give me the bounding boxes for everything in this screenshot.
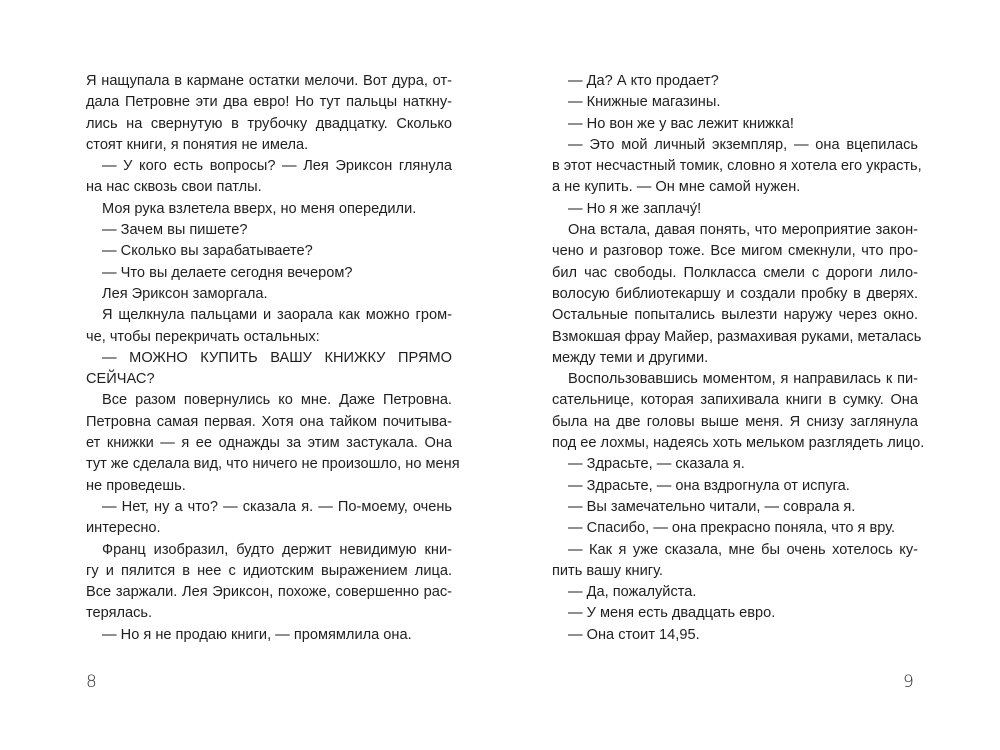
text-line: — Но я не продаю книги, — промямлила она. — [102, 626, 412, 643]
text-line: Моя рука взлетела вверх, но меня опередили. — [102, 200, 417, 217]
text-line: Она встала, давая понять, что мероприятие закон- — [568, 222, 918, 239]
text-line: под ее лохмы, надеясь хоть мельком разглядеть лицо. — [552, 435, 925, 452]
text-line: а не купить. — Он мне самой нужен. — [552, 179, 801, 196]
text-line: Я нащупала в кармане остатки мелочи. Вот дура, от- — [86, 73, 452, 89]
text-line: пить вашу книгу. — [552, 562, 663, 579]
page-number-left: 8 — [86, 672, 97, 692]
text-line: сательнице, которая запихивала книги в сумку. Она — [552, 392, 918, 409]
text-line: — Да? А кто продает? — [568, 73, 719, 89]
text-line: — Здрасьте, — сказала я. — [568, 456, 745, 473]
text-line: СЕЙЧАС? — [86, 371, 155, 388]
text-line: — Нет, ну а что? — сказала я. — По-моему, очень — [102, 498, 452, 515]
text-line: — Зачем вы пишете? — [102, 222, 248, 239]
text-line: Петровна самая первая. Хотя она тайком почитыва- — [86, 413, 452, 430]
text-line: Взмокшая фрау Майер, размахивая руками, металась — [552, 328, 922, 345]
text-line: — Это мой личный экземпляр, — она вцепилась — [568, 136, 918, 153]
text-line: — Но вон же у вас лежит книжка! — [568, 115, 794, 132]
right-page-text — [552, 71, 925, 646]
text-line: Все разом повернулись ко мне. Даже Петровна. — [102, 392, 452, 409]
text-line: ет книжки — я ее однажды за этим застукала. Она — [86, 435, 452, 452]
text-line: лись на свернутую в трубочку двадцатку. Сколько — [86, 115, 452, 132]
text-line: — Сколько вы зарабатываете? — [102, 243, 313, 260]
text-line: Лея Эриксон заморгала. — [102, 285, 268, 302]
text-line: — У кого есть вопросы? — Лея Эриксон глянула — [102, 158, 452, 175]
text-line: стоят книги, я понятия не имела. — [86, 136, 309, 153]
text-line: Франц изобразил, будто держит невидимую кни- — [102, 541, 452, 558]
text-line: — Что вы делаете сегодня вечером? — [102, 264, 353, 281]
text-line: дала Петровне эти два евро! Но тут пальцы наткну- — [86, 94, 452, 111]
text-line: не проведешь. — [86, 477, 186, 494]
text-line: — У меня есть двадцать евро. — [568, 605, 776, 622]
text-line: бил час свободы. Полкласса смели с дороги лило- — [552, 264, 918, 281]
text-line: чено и разговор тоже. Все мигом смекнули, что про- — [552, 243, 918, 260]
text-line: была на две головы выше меня. Я снизу заглянула — [552, 413, 918, 430]
right-page — [500, 0, 1000, 750]
text-line: — Но я же заплачу́! — [568, 200, 702, 217]
text-line: Я щелкнула пальцами и заорала как можно гром- — [102, 307, 452, 324]
text-line: — Спасибо, — она прекрасно поняла, что я вру. — [568, 520, 896, 537]
text-line: в этот несчастный томик, словно я хотела его украсть, — [552, 158, 922, 175]
text-line: Воспользовавшись моментом, я направилась к пи- — [568, 371, 918, 388]
text-line: — Да, пожалуйста. — [568, 584, 697, 601]
text-line: гу и пялится в нее с идиотским выражением лица. — [86, 562, 452, 579]
page-number-right: 9 — [903, 672, 914, 692]
text-line: терялась. — [86, 605, 153, 622]
text-line: тут же сделала вид, что ничего не произошло, но меня — [86, 456, 460, 473]
text-line: — Книжные магазины. — [568, 94, 721, 111]
text-line: — МОЖНО КУПИТЬ ВАШУ КНИЖКУ ПРЯМО — [102, 349, 452, 366]
text-line: Все заржали. Лея Эриксон, похоже, совершенно рас- — [86, 584, 452, 601]
text-line: волосую библиотекаршу и создали пробку в дверях. — [552, 285, 918, 302]
text-line: интересно. — [86, 520, 161, 537]
text-line: на нас сквозь свои патлы. — [86, 179, 262, 196]
text-line: — Вы замечательно читали, — соврала я. — [568, 498, 856, 515]
text-line: Остальные попытались вылезти наружу через окно. — [552, 307, 918, 324]
text-line: — Здрасьте, — она вздрогнула от испуга. — [568, 477, 850, 494]
text-line: — Как я уже сказала, мне бы очень хотелось ку- — [568, 541, 918, 558]
text-line: — Она стоит 14,95. — [568, 626, 700, 643]
left-page-text — [86, 71, 460, 646]
text-line: че, чтобы перекричать остальных: — [86, 328, 320, 345]
text-line: между теми и другими. — [552, 349, 709, 366]
